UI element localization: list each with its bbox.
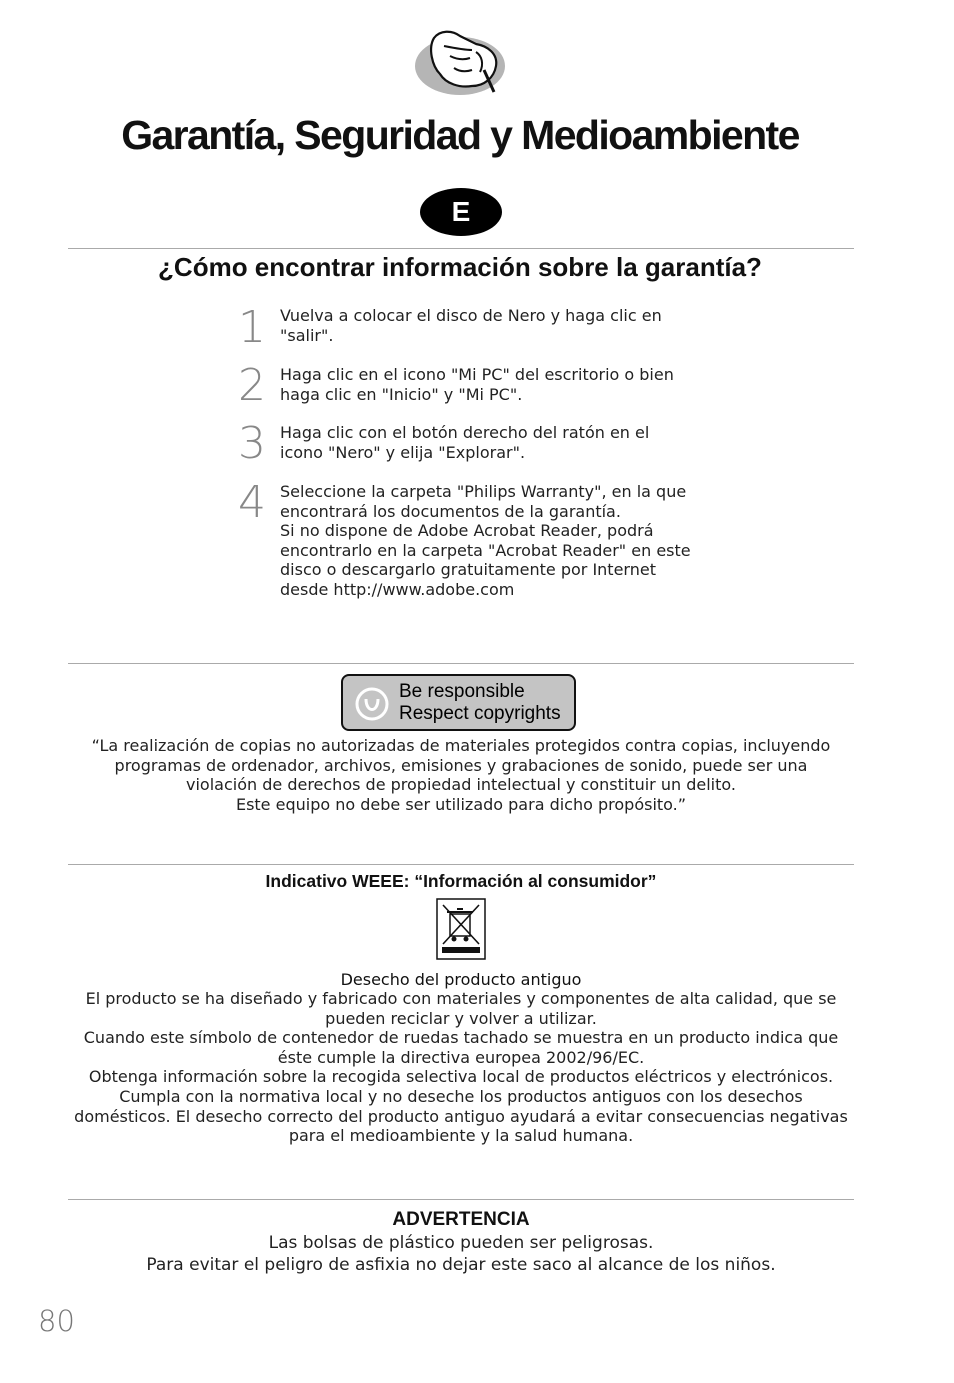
warning-line: Las bolsas de plástico pueden ser peligrosas.	[268, 1233, 654, 1253]
body-line: Obtenga información sobre la recogida selectiva local de productos eléctricos y electrónicos.	[88, 1067, 834, 1087]
step-number: 1	[238, 302, 266, 353]
badge-line-1: Be responsible	[399, 681, 525, 702]
notice-line: programas de ordenador, archivos, emisiones y grabaciones de sonido, puede ser una	[114, 755, 808, 775]
divider	[68, 864, 854, 865]
step-text: Haga clic en el icono "Mi PC" del escritorio o bien haga clic en "Inicio" y "Mi PC".	[280, 365, 674, 404]
warning-heading: ADVERTENCIA	[392, 1209, 530, 1230]
body-line: domésticos. El desecho correcto del producto antiguo ayudará a evitar consecuencias negativas	[74, 1106, 848, 1126]
language-badge: E	[420, 188, 502, 236]
body-line: pueden reciclar y volver a utilizar.	[325, 1008, 597, 1028]
step-number: 3	[238, 418, 266, 469]
divider	[68, 248, 854, 249]
body-line: para el medioambiente y la salud humana.	[288, 1126, 634, 1146]
body-line: Cumpla con la normativa local y no deseche los productos antiguos con los desechos	[119, 1086, 803, 1106]
body-line: El producto se ha diseñado y fabricado con materiales y componentes de alta calidad, que se	[85, 989, 837, 1008]
warning-line: Para evitar el peligro de asfixia no dejar este saco al alcance de los niños.	[146, 1255, 776, 1275]
notice-line: “La realización de copias no autorizadas de materiales protegidos contra copias, incluyendo	[91, 736, 831, 755]
warranty-heading: ¿Cómo encontrar información sobre la garantía?	[158, 252, 762, 282]
weee-body	[0, 989, 922, 1146]
copyright-notice	[0, 736, 922, 814]
step-text: Haga clic con el botón derecho del ratón en el icono "Nero" y elija "Explorar".	[280, 423, 650, 462]
warning-body	[0, 1232, 922, 1276]
step-text: Seleccione la carpeta "Philips Warranty", en la que encontrará los documentos de la garantía. Si no dispone de Adobe Acrobat Reader, podrá encontrarlo en la carpeta "Acrobat Reader" en este disco o descargarlo gratuitamente por Internet desde http://www.adobe.com	[280, 482, 691, 599]
divider	[68, 1199, 854, 1200]
copyright-c-icon	[355, 687, 389, 721]
page-title: Garantía, Seguridad y Medioambiente	[121, 112, 799, 158]
page-number: 80	[38, 1304, 75, 1338]
body-line: éste cumple la directiva europea 2002/96/EC.	[277, 1047, 645, 1067]
step-text: Vuelva a colocar el disco de Nero y haga clic en "salir".	[280, 306, 662, 345]
weee-heading: Indicativo WEEE: “Información al consumidor”	[265, 871, 657, 891]
step-number: 2	[238, 360, 266, 411]
weee-subheading: Desecho del producto antiguo	[340, 970, 582, 989]
respect-copyrights-badge	[341, 674, 576, 731]
divider	[68, 663, 854, 664]
badge-line-2: Respect copyrights	[399, 703, 561, 724]
notice-line: violación de derechos de propiedad intelectual y constituir un delito.	[186, 775, 736, 794]
notice-line: Este equipo no debe ser utilizado para dicho propósito.”	[235, 794, 687, 814]
crossed-out-wheelie-bin-icon	[436, 898, 486, 960]
pointing-hand-icon	[410, 26, 510, 100]
body-line: Cuando este símbolo de contenedor de ruedas tachado se muestra en un producto indica que	[83, 1028, 839, 1048]
step-number: 4	[238, 477, 266, 528]
